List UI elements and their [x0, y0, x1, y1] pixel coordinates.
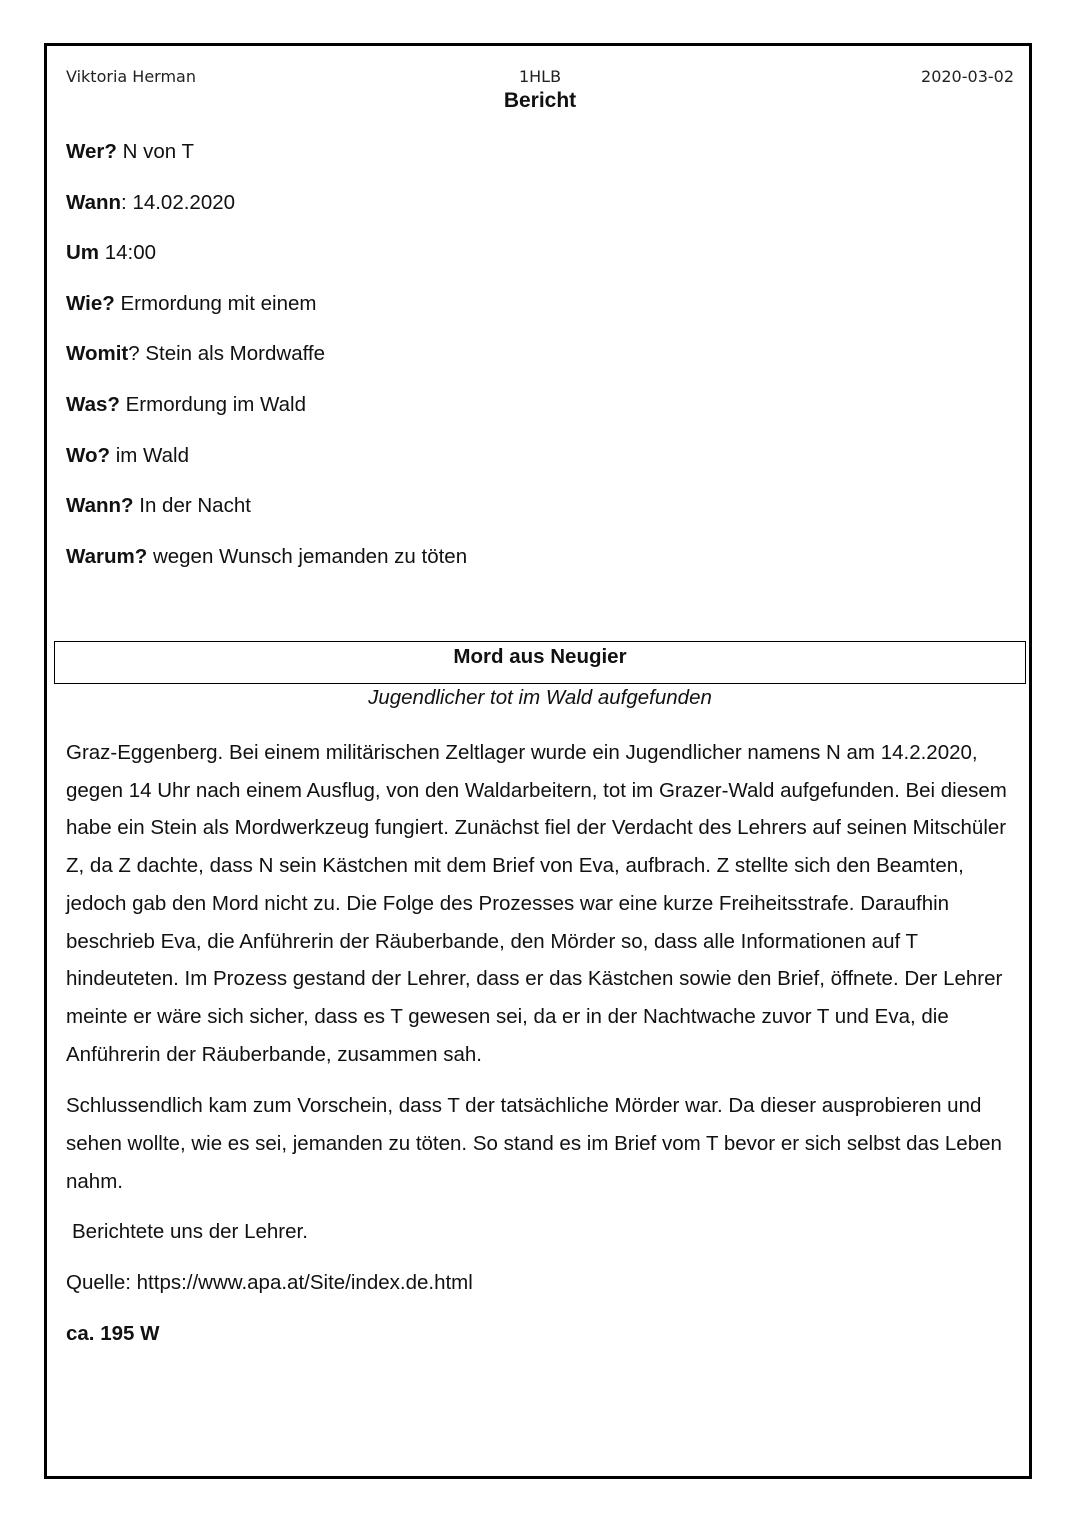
question-answer: wegen Wunsch jemanden zu töten — [147, 544, 468, 568]
w-question-time — [66, 240, 966, 291]
w-question-how — [66, 291, 966, 342]
question-label: Wann — [66, 190, 122, 214]
reported-by: Berichtete uns der Lehrer. — [72, 1220, 308, 1244]
w-question-with-what — [66, 341, 966, 392]
question-answer: In der Nacht — [133, 494, 251, 518]
question-label: Wo? — [66, 443, 111, 467]
page-title: Bericht — [503, 89, 577, 112]
class-label: 1HLB — [518, 67, 562, 86]
source-citation: Quelle: https://www.apa.at/Site/index.de.html — [66, 1271, 473, 1295]
question-answer: : 14.02.2020 — [121, 190, 236, 214]
article-body — [66, 734, 1016, 1353]
document-header — [66, 67, 1014, 89]
question-answer: Ermordung im Wald — [119, 392, 306, 416]
question-label: Wie? — [66, 291, 115, 315]
w-question-who — [66, 139, 966, 190]
question-answer: 14:00 — [99, 241, 157, 265]
article-headline: Mord aus Neugier — [54, 641, 1026, 684]
question-label: Wer? — [66, 140, 117, 163]
article-paragraph: Schlussendlich kam zum Vorschein, dass T der tatsächliche Mörder war. Da dieser ausprobieren und sehen wollte, wie es sei, jemanden zu töten. So stand es im Brief vom T bevor er sich selbst das Leben nahm. — [66, 1094, 1002, 1193]
w-question-when — [66, 493, 966, 544]
question-label: Wann? — [66, 494, 134, 518]
w-question-where — [66, 443, 966, 494]
article-subheadline: Jugendlicher tot im Wald aufgefunden — [368, 686, 712, 709]
w-question-what — [66, 392, 966, 443]
question-label: Um — [66, 241, 100, 265]
article-paragraph: Graz-Eggenberg. Bei einem militärischen Zeltlager wurde ein Jugendlicher namens N am 14.2.2020, gegen 14 Uhr nach einem Ausflug, von den Waldarbeitern, tot im Grazer-Wald aufgefunden. Bei diesem habe ein Stein als Mordwerkzeug fungiert. Zunächst fiel der Verdacht des Lehrers auf seinen Mitschüler Z, da Z dachte, dass N sein Kästchen mit dem Brief von Eva, aufbrach. Z stellte sich den Beamten, jedoch gab den Mord nicht zu. Die Folge des Prozesses war eine kurze Freiheitsstrafe. Daraufhin beschrieb Eva, die Anführerin der Räuberbande, den Mörder so, dass alle Informationen auf T hindeuteten. Im Prozess gestand der Lehrer, dass er das Kästchen sowie den Brief, öffnete. Der Lehrer meinte er wäre sich sicher, dass es T gewesen sei, da er in der Nachtwache zuvor T und Eva, die Anführerin der Räuberbande, zusammen sah. — [66, 741, 1007, 1066]
w-question-when-date — [66, 190, 966, 241]
question-answer: im Wald — [110, 443, 189, 467]
document-date: 2020-03-02 — [921, 67, 1014, 86]
question-answer: Ermordung mit einem — [114, 291, 317, 315]
author-name: Viktoria Herman — [66, 67, 196, 86]
w-question-why — [66, 544, 966, 595]
question-label: Warum? — [66, 544, 148, 568]
w-questions-list — [66, 139, 966, 594]
word-count: ca. 195 W — [66, 1321, 160, 1345]
question-label: Was? — [66, 392, 120, 416]
question-label: Womit — [66, 342, 129, 366]
question-answer: N von T — [116, 140, 194, 163]
question-answer: ? Stein als Mordwaffe — [128, 342, 326, 366]
